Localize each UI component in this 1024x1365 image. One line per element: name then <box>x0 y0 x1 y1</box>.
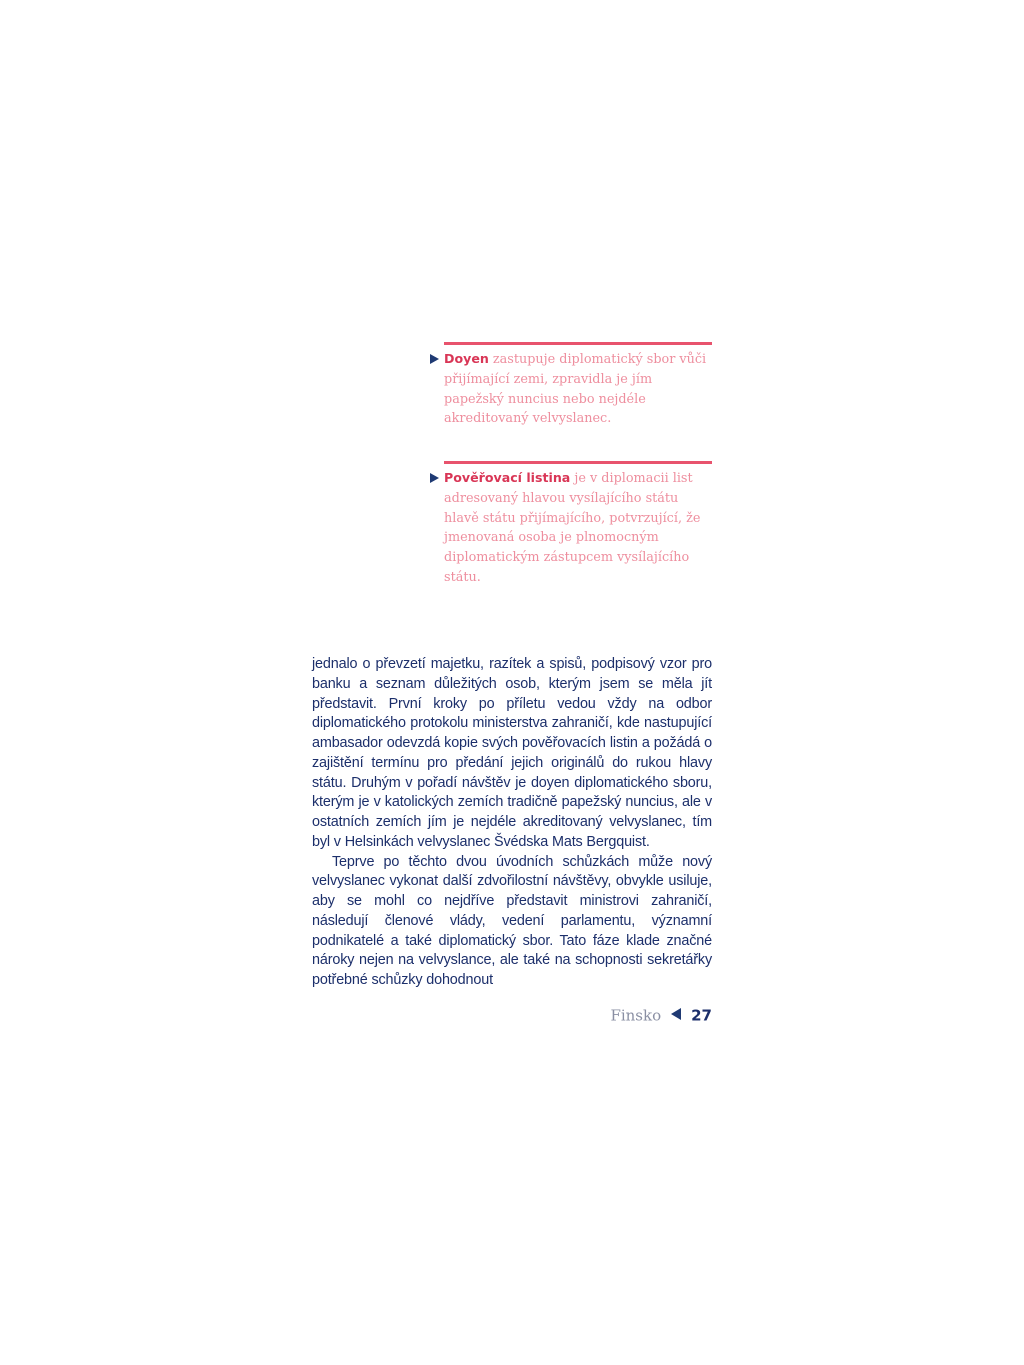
note-rule <box>444 461 712 464</box>
page-footer <box>560 1006 712 1030</box>
note-term: Doyen <box>444 351 489 366</box>
triangle-right-icon <box>430 354 439 364</box>
triangle-right-icon <box>430 473 439 483</box>
note-text: zastupuje diplomatický sbor vůči přijímající zemi, zpravidla je jím papežský nuncius nebo nejdéle akreditovaný velvyslanec. <box>444 352 707 427</box>
triangle-left-icon <box>671 1008 681 1020</box>
note-body <box>430 468 712 588</box>
sidebar-note-doyen <box>430 342 712 429</box>
page-number: 27 <box>691 1006 712 1025</box>
paragraph: Teprve po těchto dvou úvodních schůzkách může nový velvyslanec vykonat další zdvořilostní návštěvy, obvykle usiluje, aby se mohl co nejdříve představit ministrovi zahraničí, následují členové vlády, vedení parlamentu, významní podnikatelé a také diplomatický sbor. Tato fáze klade značné nároky nejen na velvyslance, ale také na schopnosti sekretářky potřebné schůzky dohodnout <box>312 853 712 988</box>
note-rule <box>444 342 712 345</box>
main-text <box>312 655 712 991</box>
running-head: Finsko <box>610 1006 662 1025</box>
note-body <box>430 349 712 429</box>
note-term: Pověřovací listina <box>444 470 571 485</box>
sidebar-note-poverovaci-listina <box>430 461 712 588</box>
note-text: je v diplomacii list adresovaný hlavou vysílajícího státu hlavě státu přijímajícího, potvrzující, že jmenovaná osoba je plnomocným diplomatickým zástupcem vysílajícího státu. <box>444 471 701 585</box>
paragraph: jednalo o převzetí majetku, razítek a spisů, podpisový vzor pro banku a seznam důležitých osob, kterým jsem se měla jít představit. První kroky po příletu vedou vždy na odbor diplomatického protokolu ministerstva zahraničí, kde nastupující ambasador odevzdá kopie svých pověřovacích listin a požádá o zajištění termínu pro předání jejich originálů do rukou hlavy státu. Druhým v pořadí návštěv je doyen diplomatického sboru, kterým je v katolických zemích tradičně papežský nuncius, ale v ostatních zemích jím je nejdéle akreditovaný velvyslanec, tím byl v Helsinkách velvyslanec Švédska Mats Bergquist. <box>312 656 712 850</box>
